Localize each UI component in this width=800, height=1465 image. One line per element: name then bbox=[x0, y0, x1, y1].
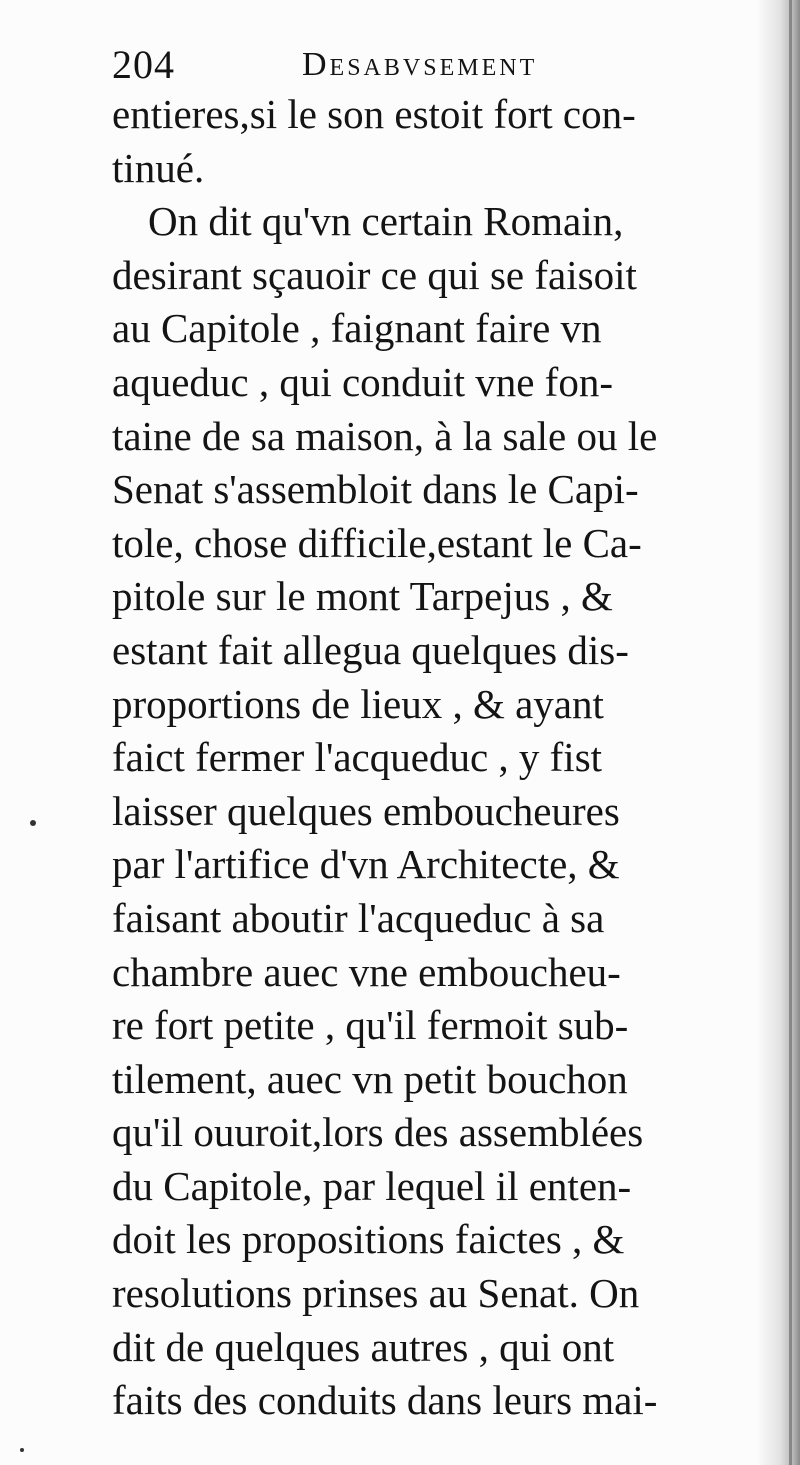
text-line: re fort petite , qu'il fermoit sub- bbox=[112, 1002, 629, 1049]
text-line: faits des conduits dans leurs mai- bbox=[112, 1377, 658, 1424]
print-speck bbox=[30, 820, 36, 826]
text-line: tinué. bbox=[112, 144, 205, 191]
text-line: estant fait allegua quelques dis- bbox=[112, 626, 629, 673]
text-line: du Capitole, par lequel il enten- bbox=[112, 1162, 632, 1209]
text-line: resolutions prinses au Senat. On bbox=[112, 1270, 640, 1317]
text-line: faict fermer l'acqueduc , y fist bbox=[112, 734, 603, 781]
text-line: taine de sa maison, à la sale ou le bbox=[112, 412, 658, 459]
text-line: desirant sçauoir ce qui se faisoit bbox=[112, 251, 637, 298]
text-line: faisant aboutir l'acqueduc à sa bbox=[112, 894, 605, 941]
text-line: proportions de lieux , & ayant bbox=[112, 680, 604, 727]
text-line: On dit qu'vn certain Romain, bbox=[148, 198, 624, 245]
text-line: doit les propositions faictes , & bbox=[112, 1216, 625, 1263]
page-edge-line bbox=[789, 0, 792, 1465]
text-line: pitole sur le mont Tarpejus , & bbox=[112, 573, 613, 620]
text-line: tole, chose difficile,estant le Ca- bbox=[112, 519, 642, 566]
page-number: 204 bbox=[112, 42, 175, 87]
page-edge-shadow bbox=[756, 0, 800, 1465]
text-line: aqueduc , qui conduit vne fon- bbox=[112, 358, 613, 405]
text-line: entieres,si le son estoit fort con- bbox=[112, 91, 636, 137]
text-line: tilement, auec vn petit bouchon bbox=[112, 1055, 628, 1102]
print-speck bbox=[20, 1448, 24, 1452]
text-line: Senat s'assembloit dans le Capi- bbox=[112, 466, 639, 513]
text-line: laisser quelques emboucheures bbox=[112, 787, 620, 834]
running-title: Desabvsement bbox=[302, 46, 538, 83]
text-line: qu'il ouuroit,lors des assemblées bbox=[112, 1109, 644, 1156]
text-line: chambre auec vne emboucheu- bbox=[112, 948, 621, 995]
text-line: par l'artifice d'vn Architecte, & bbox=[112, 841, 620, 888]
body-text bbox=[112, 88, 762, 1428]
text-line: dit de quelques autres , qui ont bbox=[112, 1323, 615, 1370]
text-line: au Capitole , faignant faire vn bbox=[112, 305, 602, 352]
page-header bbox=[112, 36, 632, 94]
